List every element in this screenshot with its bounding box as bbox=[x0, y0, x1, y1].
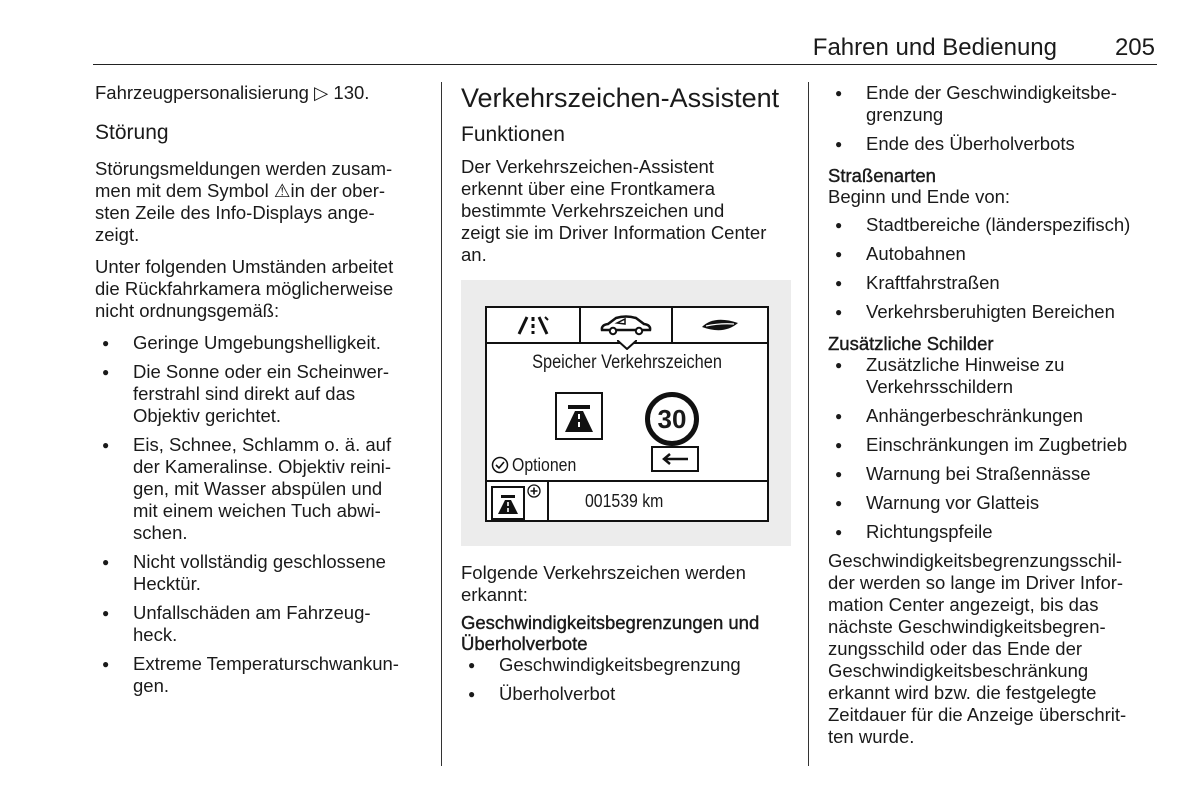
list-item bbox=[95, 332, 425, 354]
text-line: erkannt wird bzw. die festgelegte bbox=[828, 682, 1097, 703]
page-number: 205 bbox=[1114, 34, 1155, 61]
list-item: ● Warnung vor Glatteis bbox=[828, 492, 1158, 514]
list-item bbox=[95, 551, 425, 595]
text-line: sten Zeile des Info-Displays ange- bbox=[95, 202, 375, 223]
text-line: Folgende Verkehrszeichen werden bbox=[461, 562, 746, 583]
text-line: Überholverbote bbox=[461, 633, 588, 654]
text-line: Eis, Schnee, Schlamm o. ä. auf bbox=[133, 434, 392, 455]
text-line: mation Center angezeigt, bis das bbox=[828, 594, 1099, 615]
text-line: Geschwindigkeitsbeschränkung bbox=[828, 660, 1089, 681]
section-title: Fahren und Bedienung bbox=[812, 34, 1057, 61]
list-item bbox=[828, 354, 1158, 398]
text-line: Geschwindigkeitsbegrenzungsschil- bbox=[828, 550, 1123, 571]
text-line: schen. bbox=[133, 522, 188, 543]
paragraph bbox=[95, 158, 425, 246]
bullet-list bbox=[828, 214, 1158, 323]
text-line: Ende der Geschwindigkeitsbe- bbox=[866, 82, 1117, 103]
car-tab-icon bbox=[581, 308, 671, 342]
subheading-zusaetzliche-schilder: Zusätzliche Schilder bbox=[828, 333, 994, 354]
bullet-list bbox=[461, 654, 796, 705]
column-divider bbox=[808, 82, 809, 766]
text-line: heck. bbox=[133, 624, 178, 645]
list-item bbox=[95, 434, 425, 544]
speed-limit-sign: 30 bbox=[645, 392, 699, 446]
list-item bbox=[95, 602, 425, 646]
list-item: ● Verkehrsberuhigten Bereichen bbox=[828, 301, 1158, 323]
list-item: ● Überholverbot bbox=[461, 683, 796, 705]
text-line: erkannt: bbox=[461, 584, 528, 605]
column-1 bbox=[95, 82, 425, 704]
text-line: ferstrahl sind direkt auf das bbox=[133, 383, 356, 404]
section-heading: Verkehrszeichen-Assistent bbox=[461, 83, 780, 113]
paragraph: Beginn und Ende von: bbox=[828, 186, 1011, 207]
subheading-strassenarten: Straßenarten bbox=[828, 165, 936, 186]
page-header bbox=[93, 34, 1157, 65]
text-line: zeigt. bbox=[95, 224, 140, 245]
paragraph bbox=[461, 562, 796, 606]
leaf-tab-icon bbox=[673, 308, 767, 342]
column-3 bbox=[828, 82, 1158, 758]
text-line: Geschwindigkeitsbegrenzungen und bbox=[461, 612, 760, 633]
list-item: ● Richtungspfeile bbox=[828, 521, 1158, 543]
driver-info-display bbox=[485, 306, 769, 522]
bullet-list bbox=[828, 82, 1158, 155]
text-line: der werden so lange im Driver Infor- bbox=[828, 572, 1124, 593]
status-divider bbox=[547, 482, 549, 520]
text-line: Objektiv gerichtet. bbox=[133, 405, 282, 426]
list-item: ● Warnung bei Straßennässe bbox=[828, 463, 1158, 485]
text-line: Geringe Umgebungshelligkeit. bbox=[133, 332, 381, 353]
list-item: ● Geschwindigkeitsbegrenzung bbox=[461, 654, 796, 676]
text-line: ten wurde. bbox=[828, 726, 915, 747]
text-line: an. bbox=[461, 244, 487, 265]
list-item bbox=[95, 653, 425, 697]
text-line: zeigt sie im Driver Information Center bbox=[461, 222, 767, 243]
list-item bbox=[828, 133, 1158, 155]
text-line: zungsschild oder das Ende der bbox=[828, 638, 1083, 659]
paragraph bbox=[828, 550, 1158, 748]
text-line: Die Sonne oder ein Scheinwer- bbox=[133, 361, 390, 382]
text-line: die Rückfahrkamera möglicherweise bbox=[95, 278, 394, 299]
text-line: gen. bbox=[133, 675, 170, 696]
list-item: ● Autobahnen bbox=[828, 243, 1158, 265]
text-line: nächste Geschwindigkeitsbegren- bbox=[828, 616, 1106, 637]
options-row bbox=[491, 454, 585, 476]
check-circle-icon bbox=[491, 456, 509, 474]
text-line: Extreme Temperaturschwankun- bbox=[133, 653, 399, 674]
text-line: nicht ordnungsgemäß: bbox=[95, 300, 280, 321]
text-line: der Kameralinse. Objektiv reini- bbox=[133, 456, 392, 477]
motorway-sign-icon bbox=[491, 486, 525, 520]
motorway-sign-icon bbox=[555, 392, 603, 440]
subheading bbox=[461, 612, 796, 654]
text-line: Verkehrsschildern bbox=[866, 376, 1014, 397]
text-line: Ende des Überholverbots bbox=[866, 133, 1075, 154]
text-line: Zusätzliche Hinweise zu bbox=[866, 354, 1065, 375]
subheading-funktionen: Funktionen bbox=[461, 123, 565, 146]
heading-stoerung: Störung bbox=[95, 121, 169, 144]
text-line: Hecktür. bbox=[133, 573, 201, 594]
list-item: ● Anhängerbeschränkungen bbox=[828, 405, 1158, 427]
text-line: Der Verkehrszeichen-Assistent bbox=[461, 156, 714, 177]
lane-tab-icon bbox=[487, 308, 579, 342]
display-tab-bar bbox=[487, 308, 767, 344]
plus-circle-icon bbox=[527, 484, 541, 498]
text-line: Unfallschäden am Fahrzeug- bbox=[133, 602, 371, 623]
display-illustration bbox=[461, 280, 791, 546]
options-label: Optionen bbox=[512, 455, 577, 475]
tab-pointer bbox=[617, 340, 637, 350]
text-line: Störungsmeldungen werden zusam- bbox=[95, 158, 393, 179]
odometer-readout: 001539 km bbox=[585, 491, 664, 511]
column-2 bbox=[461, 82, 796, 712]
bullet-list bbox=[828, 354, 1158, 543]
list-item bbox=[95, 361, 425, 427]
text-line: erkennt über eine Frontkamera bbox=[461, 178, 715, 199]
column-divider bbox=[441, 82, 442, 766]
text-line: Zeitdauer für die Anzeige überschrit- bbox=[828, 704, 1127, 725]
display-menu-title: Speicher Verkehrszeichen bbox=[532, 352, 722, 373]
text-line: Nicht vollständig geschlossene bbox=[133, 551, 386, 572]
list-item bbox=[828, 82, 1158, 126]
text-line: mit einem weichen Tuch abwi- bbox=[133, 500, 381, 521]
text-line: bestimmte Verkehrszeichen und bbox=[461, 200, 725, 221]
paragraph bbox=[95, 256, 425, 322]
paragraph bbox=[461, 156, 796, 266]
display-status-bar bbox=[487, 480, 767, 522]
list-item: ● Stadtbereiche (länderspezifisch) bbox=[828, 214, 1158, 236]
text-line: gen, mit Wasser abspülen und bbox=[133, 478, 383, 499]
back-arrow-icon bbox=[651, 446, 699, 472]
list-item: ● Kraftfahrstraßen bbox=[828, 272, 1158, 294]
intro-text: Fahrzeugpersonalisierung ▷ 130. bbox=[95, 82, 370, 103]
bullet-list bbox=[95, 332, 425, 697]
text-line: Unter folgenden Umständen arbeitet bbox=[95, 256, 394, 277]
text-line: grenzung bbox=[866, 104, 944, 125]
text-line: men mit dem Symbol ⚠in der ober- bbox=[95, 180, 386, 201]
list-item: ● Einschränkungen im Zugbetrieb bbox=[828, 434, 1158, 456]
